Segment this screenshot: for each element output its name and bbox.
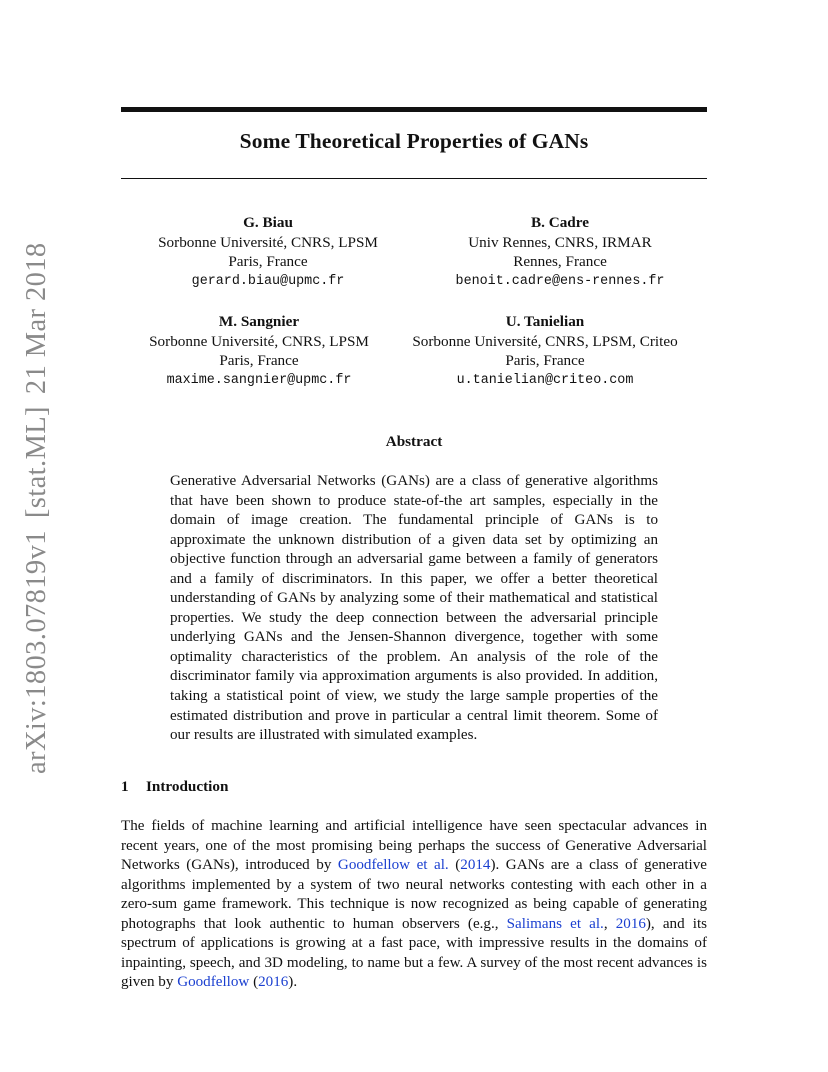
author-email[interactable]: maxime.sangnier@upmc.fr [166, 373, 352, 389]
title-top-rule [121, 107, 707, 112]
author-email[interactable]: u.tanielian@criteo.com [456, 373, 634, 389]
arxiv-sidebar-stamp [21, 230, 53, 774]
author-name: U. Tanielian [505, 313, 585, 330]
author-email[interactable]: benoit.cadre@ens-rennes.fr [455, 274, 665, 290]
author-location: Rennes, France [513, 253, 607, 271]
intro-text: , [603, 915, 616, 932]
arxiv-date: 21 Mar 2018 [21, 242, 52, 395]
citation-link[interactable]: Goodfellow et al. [337, 857, 449, 874]
intro-text: ). [288, 974, 298, 991]
citation-link[interactable]: Salimans et al. [506, 915, 604, 932]
author-email[interactable]: gerard.biau@upmc.fr [191, 274, 345, 290]
arxiv-id[interactable]: arXiv:1803.07819v1 [21, 530, 52, 774]
intro-text: ). GANs are a class of generative algorithms implemented by a system of two neural networks contesting with each other in a zero-sum game framework. This technique is now recognized as being capable of generating photographs that look authentic to human observers (e.g., [121, 857, 707, 932]
author-block [121, 213, 415, 292]
author-block [413, 213, 707, 292]
citation-link[interactable]: Goodfellow [177, 974, 250, 991]
author-block [395, 312, 695, 391]
author-affiliation: Sorbonne Université, CNRS, LPSM [149, 332, 369, 350]
author-affiliation: Sorbonne Université, CNRS, LPSM [158, 233, 378, 251]
intro-text: ( [448, 857, 461, 874]
author-name: B. Cadre [531, 214, 589, 231]
section-number: 1 [121, 778, 129, 795]
paper-title: Some Theoretical Properties of GANs [239, 129, 589, 153]
citation-year-link[interactable]: 2016 [615, 915, 646, 932]
author-name: G. Biau [243, 214, 293, 231]
arxiv-category: [stat.ML] [21, 406, 52, 519]
author-affiliation: Sorbonne Université, CNRS, LPSM, Criteo [412, 332, 678, 350]
section-title: Introduction [146, 778, 229, 795]
title-bottom-rule [121, 178, 707, 179]
section-heading [121, 778, 228, 796]
intro-text: ( [249, 974, 259, 991]
author-block [121, 312, 397, 391]
abstract-text: Generative Adversarial Networks (GANs) are a class of generative algorithms that have been shown to produce state-of-the art samples, especially in the domain of image creation. The fundamental principle of GANs is to approximate the unknown distribution of a given data set by optimizing an objective function through an adversarial game between a family of generators and a family of discriminators. In this paper, we offer a better theoretical understanding of GANs by analyzing some of their mathematical and statistical properties. We study the deep connection between the adversarial principle underlying GANs and the Jensen-Shannon divergence, together with some optimality characteristics of the problem. An analysis of the role of the discriminator family via approximation arguments is also provided. In addition, taking a statistical point of view, we study the large sample properties of the estimated distribution and prove in particular a central limit theorem. Some of our results are illustrated with simulated examples. [170, 473, 658, 744]
author-name: M. Sangnier [218, 313, 300, 330]
introduction-paragraph [121, 817, 707, 993]
author-location: Paris, France [219, 352, 299, 370]
author-location: Paris, France [505, 352, 585, 370]
author-location: Paris, France [228, 253, 308, 271]
intro-text: The fields of machine learning and artificial intelligence have seen spectacular advances in recent years, one of the most promising being perhaps the success of Generative Adversarial Networks (GANs), introduced by [121, 818, 707, 874]
citation-year-link[interactable]: 2014 [460, 857, 491, 874]
abstract-heading: Abstract [385, 433, 443, 450]
citation-year-link[interactable]: 2016 [258, 974, 289, 991]
intro-text: ), and its spectrum of applications is growing at a fast pace, with impressive results in the domains of inpainting, speech, and 3D modeling, to name but a few. A survey of the most recent advances is given by [121, 915, 708, 991]
author-affiliation: Univ Rennes, CNRS, IRMAR [468, 233, 652, 251]
